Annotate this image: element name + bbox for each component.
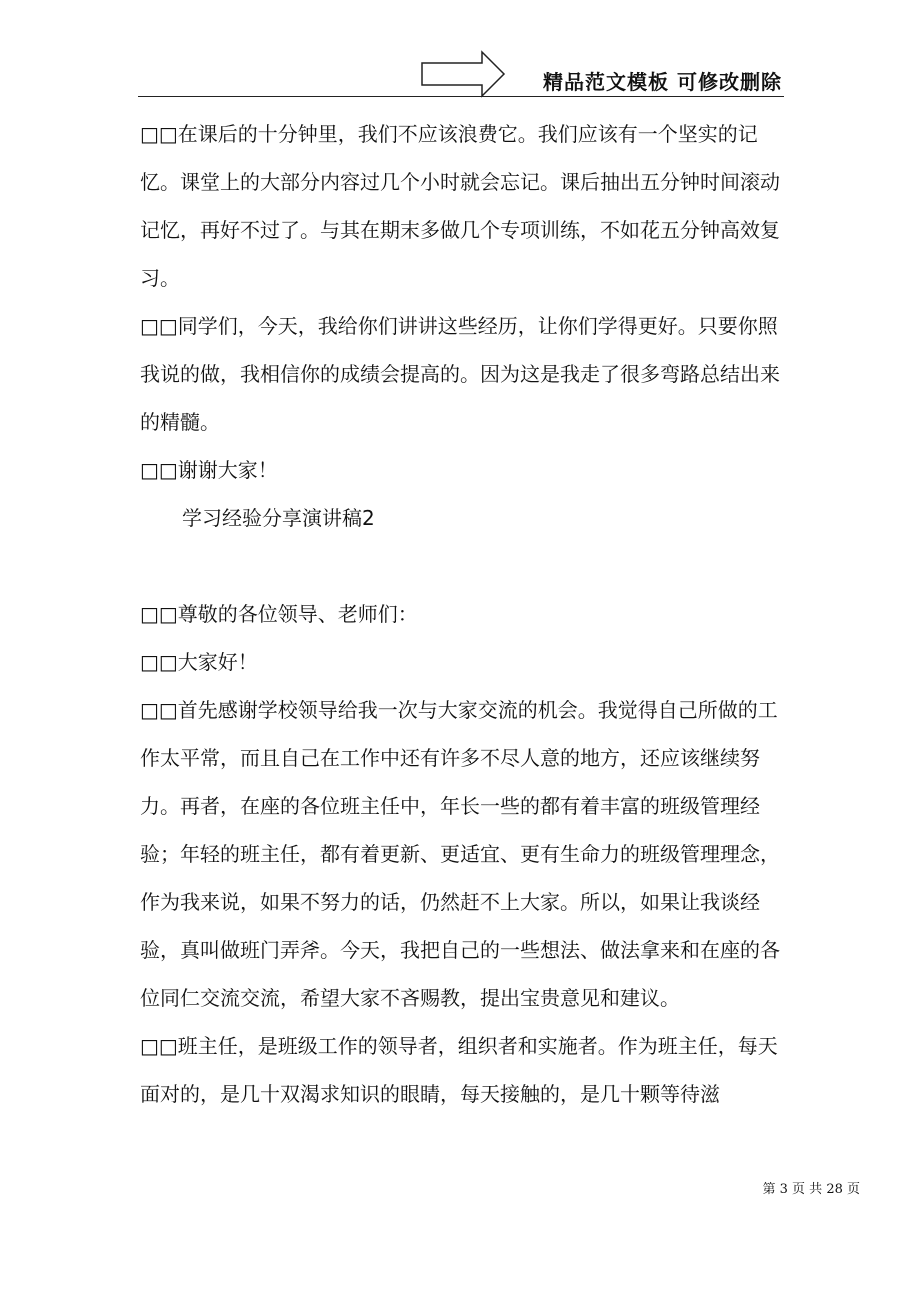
paragraph-3: □□谢谢大家！ (140, 458, 278, 482)
document-body (140, 110, 780, 1118)
paragraph-4: □□尊敬的各位领导、老师们： (140, 602, 418, 626)
paragraph-2: □□同学们，今天，我给你们讲讲这些经历，让你们学得更好。只要你照我说的做，我相信你的成绩会提高的。因为这是我走了很多弯路总结出来的精髓。 (140, 314, 780, 434)
paragraph-7: □□班主任，是班级工作的领导者，组织者和实施者。作为班主任，每天面对的，是几十双渴求知识的眼睛，每天接触的，是几十颗等待滋 (140, 1034, 778, 1106)
paragraph-5: □□大家好！ (140, 650, 258, 674)
paragraph-1: □□在课后的十分钟里，我们不应该浪费它。我们应该有一个坚实的记忆。课堂上的大部分内容过几个小时就会忘记。课后抽出五分钟时间滚动记忆，再好不过了。与其在期末多做几个专项训练，不如花五分钟高效复习。 (140, 122, 780, 290)
right-arrow-outline-icon (420, 50, 506, 98)
paragraph-6: □□首先感谢学校领导给我一次与大家交流的机会。我觉得自己所做的工作太平常，而且自己在工作中还有许多不尽人意的地方，还应该继续努力。再者，在座的各位班主任中，年长一些的都有着丰富的班级管理经验；年轻的班主任，都有着更新、更适宜、更有生命力的班级管理理念，作为我来说，如果不努力的话，仍然赶不上大家。所以，如果让我谈经验，真叫做班门弄斧。今天，我把自己的一些想法、做法拿来和在座的各位同仁交流交流，希望大家不吝赐教，提出宝贵意见和建议。 (140, 698, 780, 1010)
page-number: 第 3 页 共 28 页 (762, 1182, 860, 1197)
section-title: 学习经验分享演讲稿2 (182, 506, 375, 530)
header-title: 精品范文模板 可修改删除 (543, 70, 782, 94)
header-rule (138, 96, 784, 97)
page-header (138, 50, 784, 98)
